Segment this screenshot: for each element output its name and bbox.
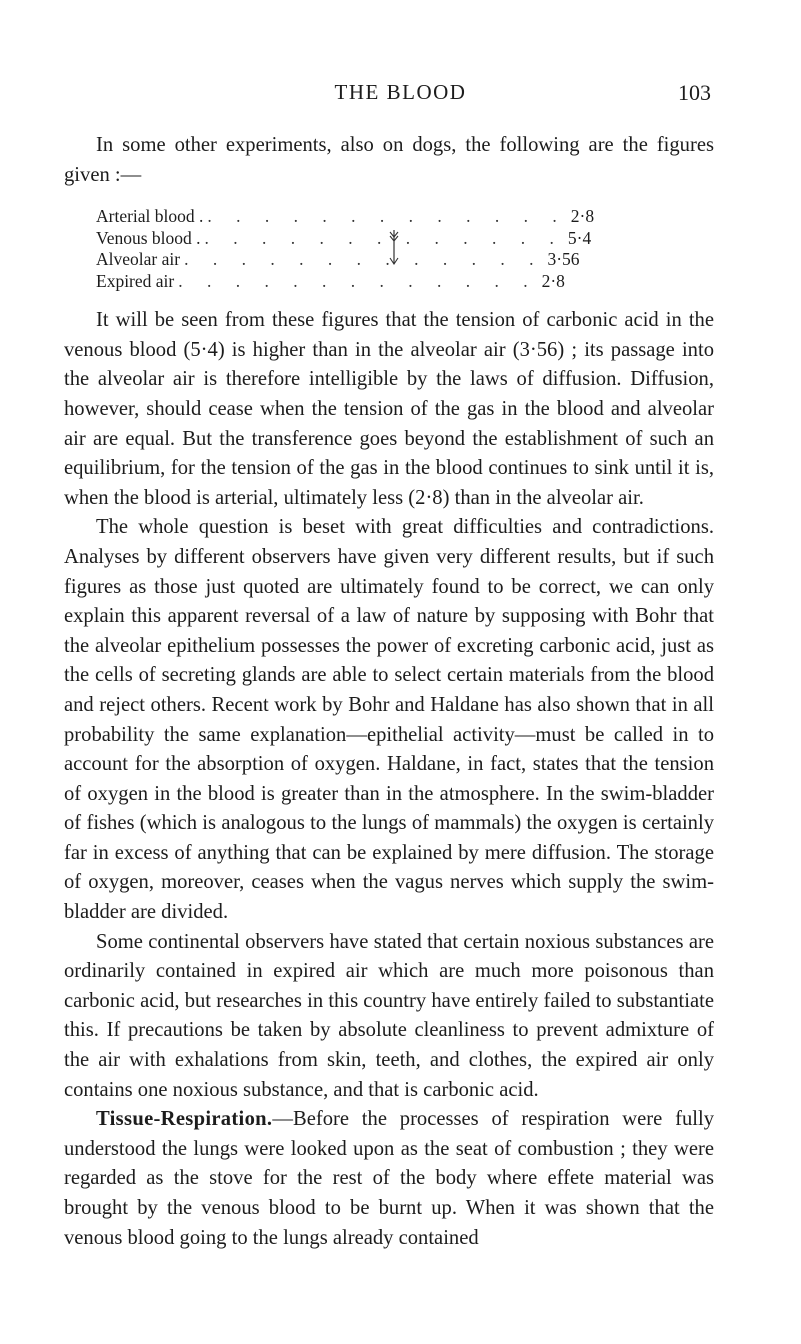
table-row-value: 2·8 — [541, 270, 565, 291]
paragraph-noxious: Some continental observers have stated that certain noxious substances are ordinarily contained in expired air which are much more poisonous than carbonic acid, but researches in this country have entirely failed to substantiate this. If precautions be taken by absolute cleanliness to prevent admixture of the air with exhalations from skin, teeth, and clothes, the expired air only contains one noxious substance, and that is carbonic acid. — [64, 930, 714, 1101]
arrow-mark-icon — [388, 228, 400, 266]
table-row-label: Alveolar air — [96, 249, 181, 270]
table-row-value: 2·8 — [570, 206, 595, 227]
table-row-label: Expired air — [96, 270, 175, 291]
dot-leader: . . . . . . . . . . . . . — [204, 227, 564, 248]
paragraph-difficulties: The whole question is beset with great difficulties and contradictions. Analyses by different observers have given very different results, but if such figures as those just quoted are ultimately found to be correct, we can only explain this apparent reversal of a law of nature by supposing with Bohr that the alveolar epithelium possesses the power of excreting carbonic acid, just as the cells of secreting glands are able to select certain materials from the blood and reject others. Recent work by Bohr and Haldane has also shown that in all probability the same explanation—epithelial activity—must be called in to account for the absorption of oxygen. Haldane, in fact, states that the tension of oxygen in the blood is greater than in the atmosphere. In the swim-bladder of fishes (which is analogous to the lungs of mammals) the oxygen is certainly far in excess of anything that can be explained by mere diffusion. The storage of oxygen, moreover, ceases when the vagus nerves which supply the swim-bladder are divided. — [64, 516, 714, 924]
paragraph-tissue-respiration — [64, 1105, 714, 1253]
table-row — [96, 270, 565, 293]
paragraph-text: —Before the processes of respiration were fully understood the lungs were looked upon as the seat of combustion ; they were regarded as the stove for the rest of the body where effete material was brought by the venous blood to be burnt up. When it was shown that the venous blood going to the lungs already contained — [64, 1108, 714, 1249]
table-row — [96, 206, 595, 228]
table-row-label: Venous blood . — [96, 227, 201, 248]
dot-leader: . . . . . . . . . . . . . — [184, 249, 544, 270]
section-heading: Tissue-Respiration. — [96, 1108, 273, 1131]
body-text — [64, 131, 714, 1253]
intro-paragraph: In some other experiments, also on dogs, the following are the figures given :— — [64, 134, 714, 186]
dot-leader: . . . . . . . . . . . . . — [178, 270, 538, 291]
page-number: 103 — [678, 80, 711, 105]
paragraph-tension: It will be seen from these figures that the tension of carbonic acid in the venous blood (5·4) is higher than in the alveolar air (3·56) ; its passage into the alveolar air is therefore intelligible by the laws of diffusion. Diffusion, however, should cease when the tension of the gas in the blood and alveolar air are equal. But the transference goes beyond the establishment of such an equilibrium, for the tension of the gas in the blood continues to sink until it is, when the blood is arterial, ultimately less (2·8) than in the alveolar air. — [64, 309, 714, 509]
running-title: THE BLOOD — [334, 80, 467, 104]
tension-table — [96, 206, 595, 292]
page-header — [0, 80, 801, 110]
table-row — [96, 249, 580, 271]
table-row — [96, 227, 592, 250]
table-row-label: Arterial blood . — [96, 206, 204, 227]
table-row-value: 3·56 — [547, 249, 580, 270]
table-row-value: 5·4 — [567, 227, 592, 248]
dot-leader: . . . . . . . . . . . . . — [207, 206, 567, 227]
